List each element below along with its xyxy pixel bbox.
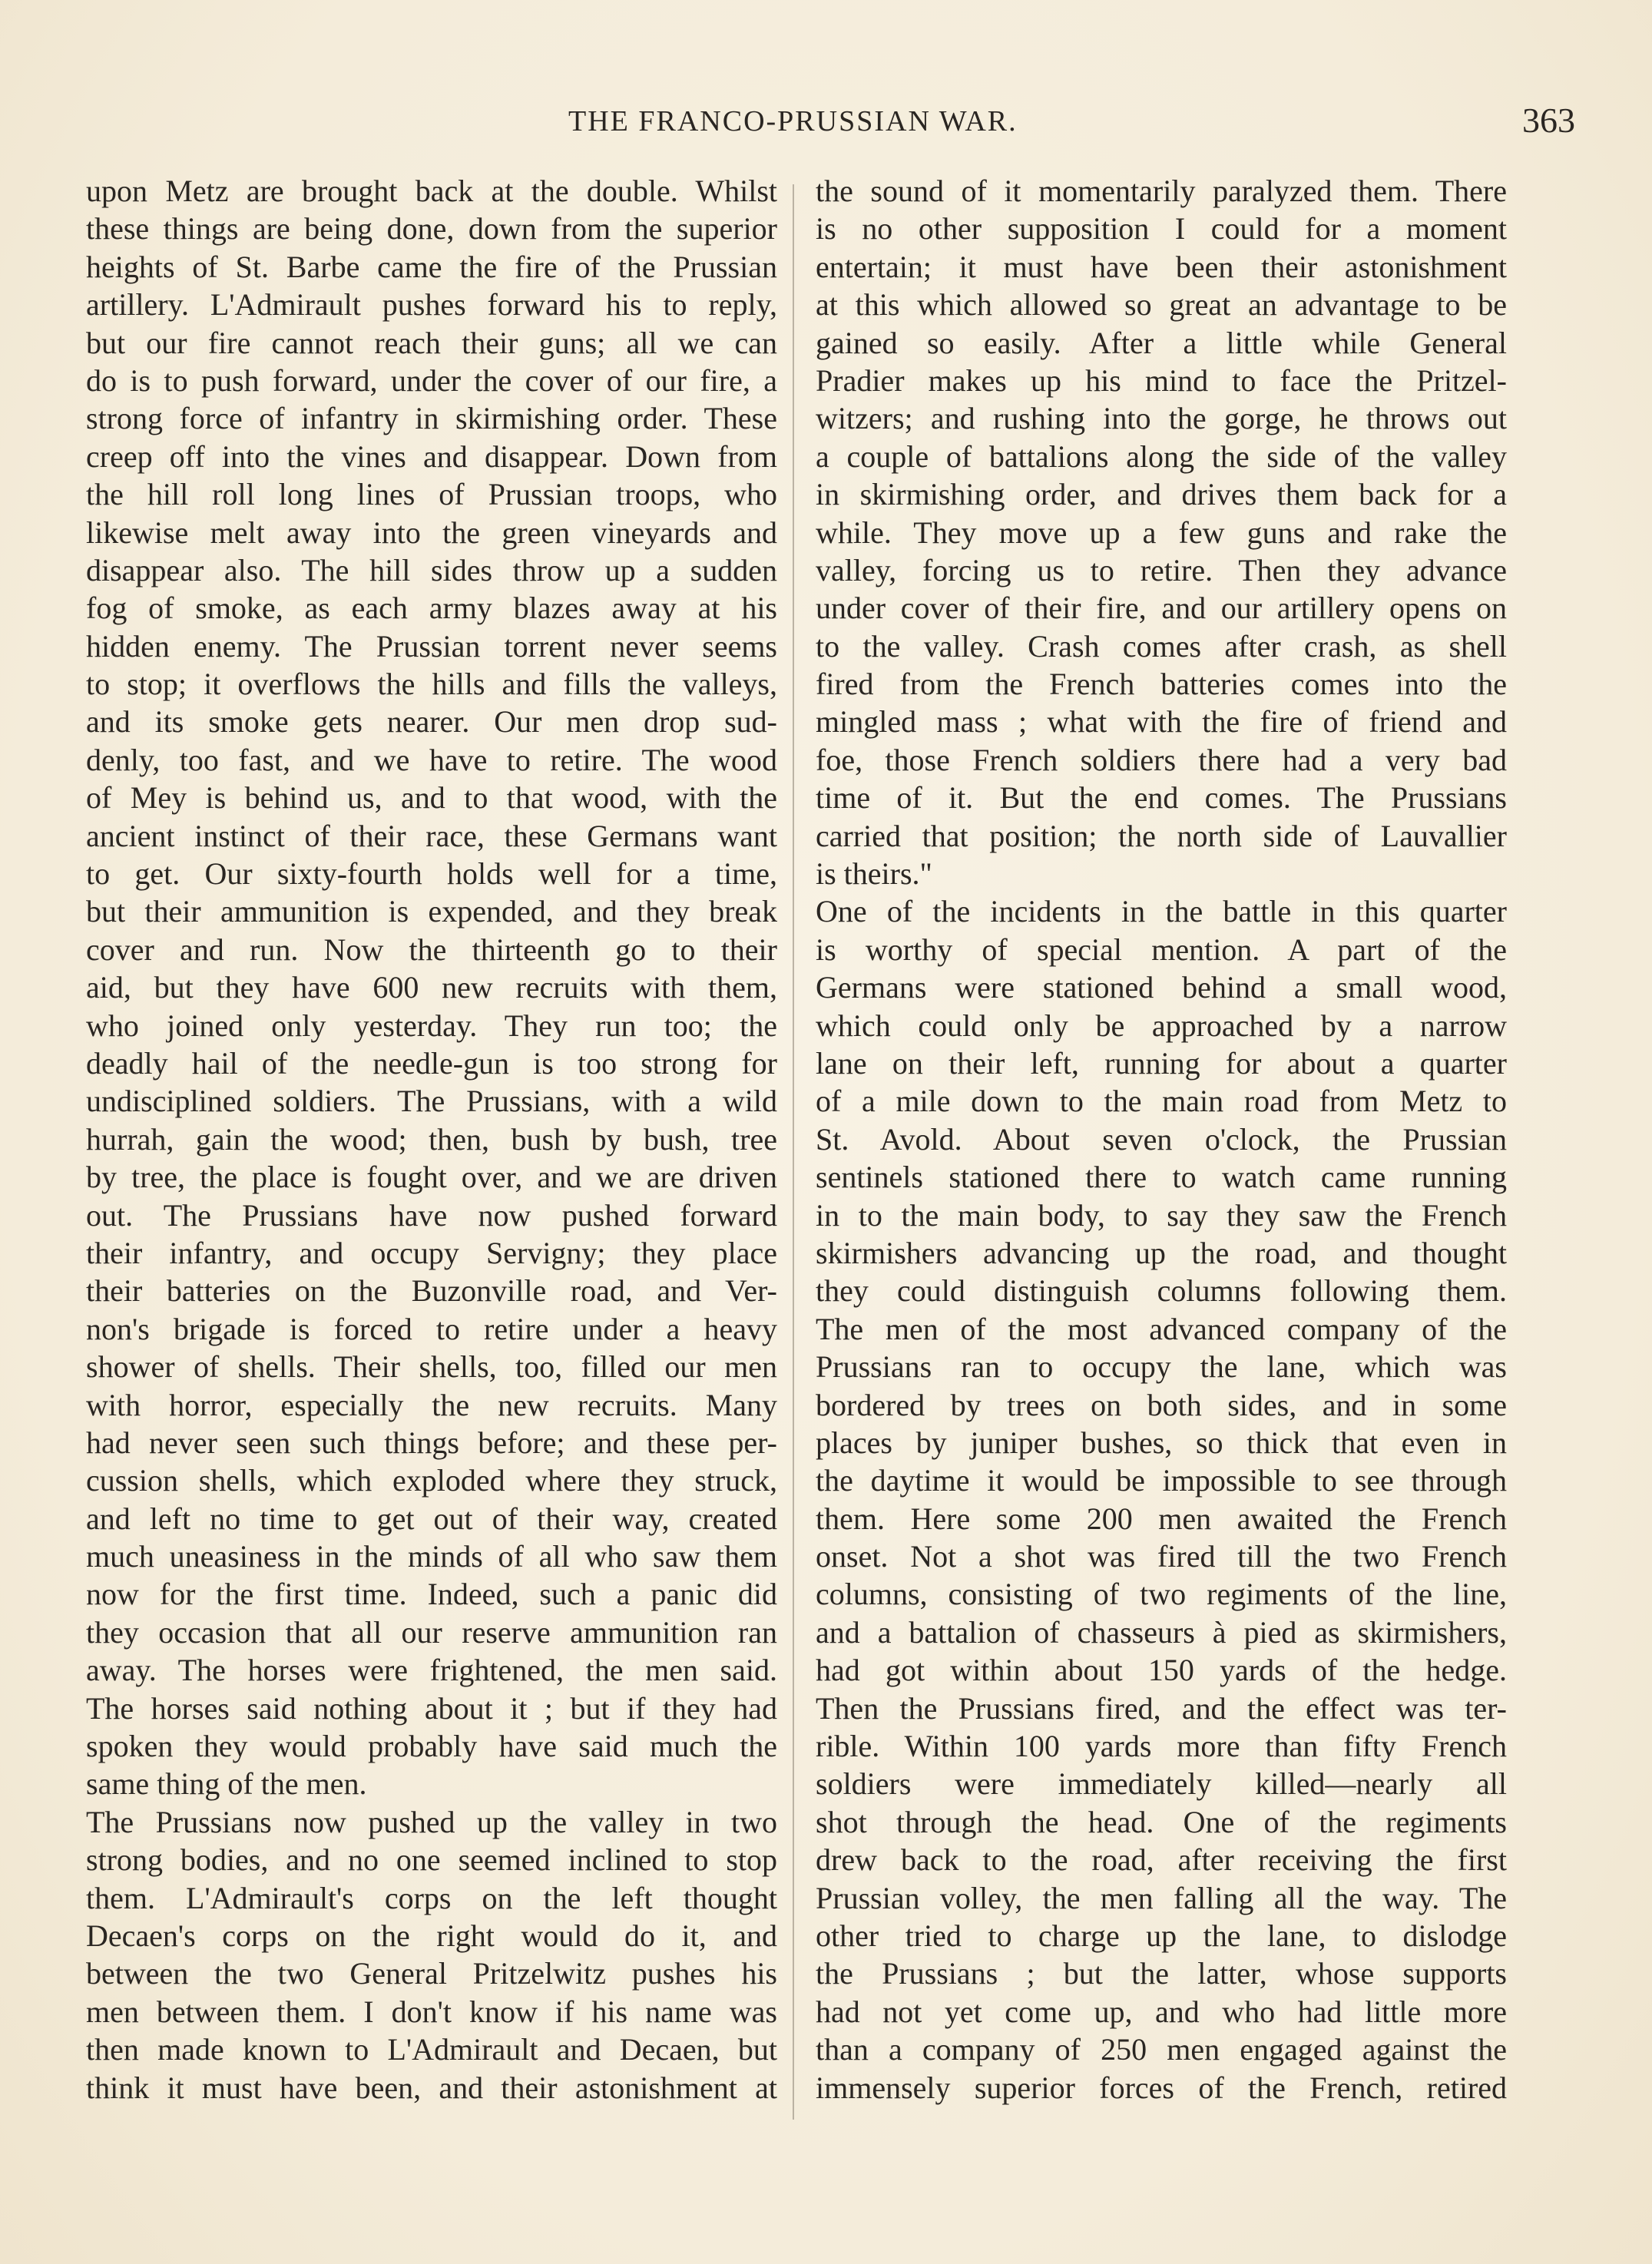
text-line: immensely superior forces of the French, retired (816, 2070, 1507, 2105)
text-line: non's brigade is forced to retire under a heavy (86, 1311, 777, 1346)
text-line: at this which allowed so great an advantage to be (816, 287, 1507, 323)
text-line: is worthy of special mention. A part of the (816, 932, 1507, 967)
text-line: but their ammunition is expended, and they break (86, 894, 777, 929)
text-line: shower of shells. Their shells, too, filled our men (86, 1349, 777, 1385)
text-line: fog of smoke, as each army blazes away at his (86, 591, 777, 626)
text-line: rible. Within 100 yards more than fifty French (816, 1729, 1507, 1764)
text-line: One of the incidents in the battle in this quarter (816, 894, 1507, 929)
text-line: same thing of the men. (86, 1766, 367, 1802)
text-line: valley, forcing us to retire. Then they advance (816, 552, 1507, 588)
text-line: they could distinguish columns following them. (816, 1273, 1507, 1309)
text-line: than a company of 250 men engaged against the (816, 2032, 1507, 2067)
right-column (816, 172, 1507, 2107)
text-line: between the two General Pritzelwitz pushes his (86, 1956, 777, 1991)
text-line: creep off into the vines and disappear. Down from (86, 439, 777, 474)
text-line: is theirs." (816, 856, 932, 892)
text-line: gained so easily. After a little while General (816, 325, 1507, 360)
text-line: sentinels stationed there to watch came running (816, 1160, 1507, 1195)
text-line: think it must have been, and their astonishment at (86, 2070, 777, 2105)
text-line: bordered by trees on both sides, and in some (816, 1387, 1507, 1422)
text-line: The men of the most advanced company of the (816, 1311, 1507, 1346)
text-line: undisciplined soldiers. The Prussians, with a wild (86, 1084, 777, 1119)
text-line: shot through the head. One of the regiments (816, 1804, 1507, 1839)
text-line: soldiers were immediately killed—nearly all (816, 1766, 1507, 1802)
text-line: disappear also. The hill sides throw up a sudden (86, 552, 777, 588)
text-line: spoken they would probably have said much the (86, 1729, 777, 1764)
page-number: 363 (1522, 101, 1575, 140)
text-line: strong bodies, and no one seemed inclined to stop (86, 1842, 777, 1878)
text-line: with horror, especially the new recruits. Many (86, 1387, 777, 1422)
text-line: likewise melt away into the green vineyards and (86, 515, 777, 550)
text-line: artillery. L'Admirault pushes forward his to reply, (86, 287, 777, 323)
left-column (86, 172, 777, 2107)
text-line: who joined only yesterday. They run too; the (86, 1008, 777, 1043)
text-line: St. Avold. About seven o'clock, the Prussian (816, 1121, 1507, 1157)
text-line: under cover of their fire, and our artillery opens on (816, 591, 1507, 626)
text-line: the sound of it momentarily paralyzed them. There (816, 174, 1507, 208)
text-line: the daytime it would be impossible to see through (816, 1463, 1507, 1498)
text-line: in skirmishing order, and drives them back for a (816, 477, 1507, 512)
text-line: them. Here some 200 men awaited the French (816, 1501, 1507, 1536)
text-line: hurrah, gain the wood; then, bush by bush, tree (86, 1121, 777, 1157)
text-line: then made known to L'Admirault and Decaen, but (86, 2032, 777, 2067)
text-line: lane on their left, running for about a quarter (816, 1045, 1507, 1081)
text-line: which could only be approached by a narrow (816, 1008, 1507, 1043)
text-line: Prussians ran to occupy the lane, which was (816, 1349, 1507, 1385)
text-line: in to the main body, to say they saw the French (816, 1197, 1507, 1233)
text-line: the hill roll long lines of Prussian troops, who (86, 477, 777, 512)
text-line: entertain; it must have been their astonishment (816, 249, 1507, 284)
text-line: Pradier makes up his mind to face the Pritzel- (816, 362, 1507, 398)
text-line: cover and run. Now the thirteenth go to their (86, 932, 777, 967)
text-line: other tried to charge up the lane, to dislodge (816, 1918, 1507, 1953)
text-line: drew back to the road, after receiving the first (816, 1842, 1507, 1878)
text-line: upon Metz are brought back at the double. Whilst (86, 174, 777, 208)
text-line: the Prussians ; but the latter, whose supports (816, 1956, 1507, 1991)
text-line: and its smoke gets nearer. Our men drop sud- (86, 704, 777, 740)
text-line: their batteries on the Buzonville road, and Ver- (86, 1273, 777, 1309)
text-line: had got within about 150 yards of the hedge. (816, 1653, 1507, 1688)
text-line: denly, too fast, and we have to retire. The wood (86, 742, 777, 777)
text-line: columns, consisting of two regiments of the line, (816, 1577, 1507, 1612)
text-line: a couple of battalions along the side of the valley (816, 439, 1507, 474)
text-line: carried that position; the north side of Lauvallier (816, 818, 1507, 853)
text-line: their infantry, and occupy Servigny; they place (86, 1235, 777, 1270)
text-line: to get. Our sixty-fourth holds well for a time, (86, 856, 777, 892)
text-line: them. L'Admirault's corps on the left thought (86, 1880, 777, 1915)
column-rule (793, 184, 794, 2120)
text-line: mingled mass ; what with the fire of friend and (816, 704, 1507, 740)
text-line: and left no time to get out of their way, created (86, 1501, 777, 1536)
text-line: now for the first time. Indeed, such a panic did (86, 1577, 777, 1612)
text-line: Prussian volley, the men falling all the way. The (816, 1880, 1507, 1915)
text-line: ancient instinct of their race, these Germans want (86, 818, 777, 853)
text-line: while. They move up a few guns and rake the (816, 515, 1507, 550)
text-line: out. The Prussians have now pushed forward (86, 1197, 777, 1233)
text-line: these things are being done, down from the superior (86, 211, 777, 247)
text-line: of a mile down to the main road from Metz to (816, 1084, 1507, 1119)
text-line: men between them. I don't know if his name was (86, 1994, 777, 2029)
text-line: and a battalion of chasseurs à pied as skirmishers, (816, 1614, 1507, 1650)
text-line: of Mey is behind us, and to that wood, with the (86, 780, 777, 816)
text-line: onset. Not a shot was fired till the two French (816, 1539, 1507, 1574)
text-line: to stop; it overflows the hills and fills the valleys, (86, 667, 777, 702)
text-line: foe, those French soldiers there had a very bad (816, 742, 1507, 777)
text-line: Decaen's corps on the right would do it, and (86, 1918, 777, 1953)
text-line: The Prussians now pushed up the valley in two (86, 1804, 777, 1839)
text-line: had not yet come up, and who had little more (816, 1994, 1507, 2029)
text-line: away. The horses were frightened, the men said. (86, 1653, 777, 1688)
text-line: places by juniper bushes, so thick that even in (816, 1425, 1507, 1460)
text-line: heights of St. Barbe came the fire of the Prussian (86, 249, 777, 284)
text-line: had never seen such things before; and these per- (86, 1425, 777, 1460)
text-line: witzers; and rushing into the gorge, he throws out (816, 401, 1507, 436)
text-line: Then the Prussians fired, and the effect was ter- (816, 1690, 1507, 1726)
text-line: The horses said nothing about it ; but if they had (86, 1690, 777, 1726)
text-line: they occasion that all our reserve ammunition ran (86, 1614, 777, 1650)
text-line: by tree, the place is fought over, and we are driven (86, 1160, 777, 1195)
text-line: much uneasiness in the minds of all who saw them (86, 1539, 777, 1574)
text-line: cussion shells, which exploded where they struck, (86, 1463, 777, 1498)
text-line: deadly hail of the needle-gun is too strong for (86, 1045, 777, 1081)
text-line: hidden enemy. The Prussian torrent never seems (86, 628, 777, 664)
text-line: do is to push forward, under the cover of our fire, a (86, 362, 777, 398)
text-line: to the valley. Crash comes after crash, as shell (816, 628, 1507, 664)
text-line: fired from the French batteries comes into the (816, 667, 1507, 702)
text-line: Germans were stationed behind a small wood, (816, 970, 1507, 1005)
running-head (0, 101, 1652, 151)
text-line: aid, but they have 600 new recruits with them, (86, 970, 777, 1005)
text-line: but our fire cannot reach their guns; all we can (86, 325, 777, 360)
text-line: skirmishers advancing up the road, and thought (816, 1235, 1507, 1270)
text-line: strong force of infantry in skirmishing order. These (86, 401, 777, 436)
text-line: time of it. But the end comes. The Prussians (816, 780, 1507, 816)
running-title: THE FRANCO-PRUSSIAN WAR. (568, 105, 1018, 137)
text-line: is no other supposition I could for a moment (816, 211, 1507, 247)
